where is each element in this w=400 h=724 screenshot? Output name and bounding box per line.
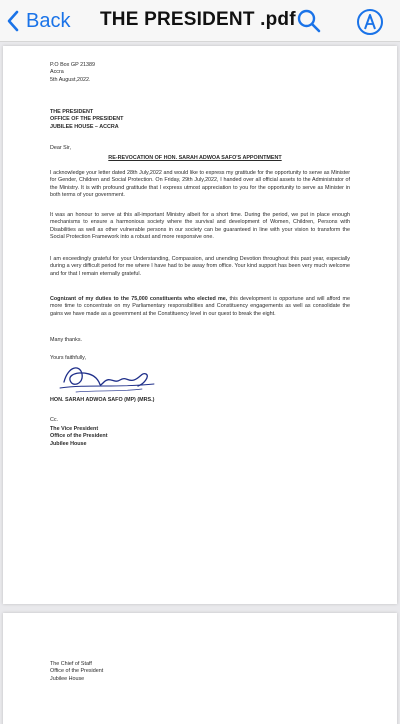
closing: Many thanks.	[50, 337, 83, 343]
address-line: P.O Box GP 21389	[50, 62, 96, 68]
paragraph-4-emphasis: Cognizant of my duties to the 75,000 constituents who elected me,	[50, 296, 228, 302]
markup-pen-icon[interactable]	[356, 8, 384, 36]
signatory-name: HON. SARAH ADWOA SAFO (MP) (MRS.)	[50, 397, 155, 403]
page-2-cc-recipients	[50, 661, 103, 683]
paragraph-1: I acknowledge your letter dated 28th July,2022 and would like to express my gratitude for the opportunity to serve as Minister for Gender, Children and Social Protection. On Friday, 29th July,2022, I handed over all official assets to the Administrator of the Ministry. It is with profound gratitude that I express utmost appreciation to you for the opportunity to serve as Minister in both terms of your government.	[50, 170, 350, 198]
paragraph-4-text: this development is opportune and will afford me more time to concentrate on my Parliamentary responsibilities and Constituency engagements as well as consolidate the gains we have made as a government at the Constituency level in our quest to break the eight.	[50, 296, 350, 317]
recipient-line: OFFICE OF THE PRESIDENT	[50, 116, 124, 123]
handwritten-signature	[58, 358, 158, 398]
back-label: Back	[26, 9, 71, 32]
recipient-line: THE PRESIDENT	[50, 109, 94, 115]
recipient-block	[50, 109, 123, 131]
cc-line: Office of the President	[50, 668, 104, 675]
recipient-line: JUBILEE HOUSE – ACCRA	[50, 123, 119, 130]
sender-address	[50, 62, 95, 84]
document-title: THE PRESIDENT .pdf	[100, 9, 296, 30]
paragraph-2: It was an honour to serve at this all-important Ministry albeit for a short time. During the period, we put in place enough mechanisms to ensure a harmonious society where the survival and development of Women, Children, Persons with Disabilities as well as other vulnerable persons in our society can be guaranteed in line with your vision to transform the Social Protection Framework into a robust and more responsive one.	[50, 212, 350, 240]
search-icon[interactable]	[296, 8, 322, 34]
cc-line: Office of the President	[50, 433, 108, 440]
salutation: Dear Sir,	[50, 145, 71, 151]
cc-line: The Vice President	[50, 426, 99, 432]
cc-label: Cc.	[50, 417, 59, 423]
top-toolbar	[0, 0, 400, 42]
cc-recipients	[50, 426, 108, 448]
address-line: Accra	[50, 69, 64, 76]
address-line: 5th August,2022.	[50, 76, 91, 83]
chevron-left-icon	[6, 10, 20, 32]
cc-line: Jubilee House	[50, 675, 85, 682]
cc-line: Jubilee House	[50, 440, 87, 447]
valediction: Yours faithfully,	[50, 355, 86, 361]
letter-subject: RE-REVOCATION OF HON. SARAH ADWOA SAFO'S APPOINTMENT	[108, 155, 282, 161]
back-button[interactable]	[6, 8, 70, 34]
cc-line: The Chief of Staff	[50, 661, 92, 667]
paragraph-4	[50, 296, 350, 318]
paragraph-3: I am exceedingly grateful for your Understanding, Compassion, and unending Devotion throughout this past year, especially during a very difficult period for me where I have had to be away from office. Your kind support has been very much welcome and for that I remain eternally grateful.	[50, 256, 350, 277]
